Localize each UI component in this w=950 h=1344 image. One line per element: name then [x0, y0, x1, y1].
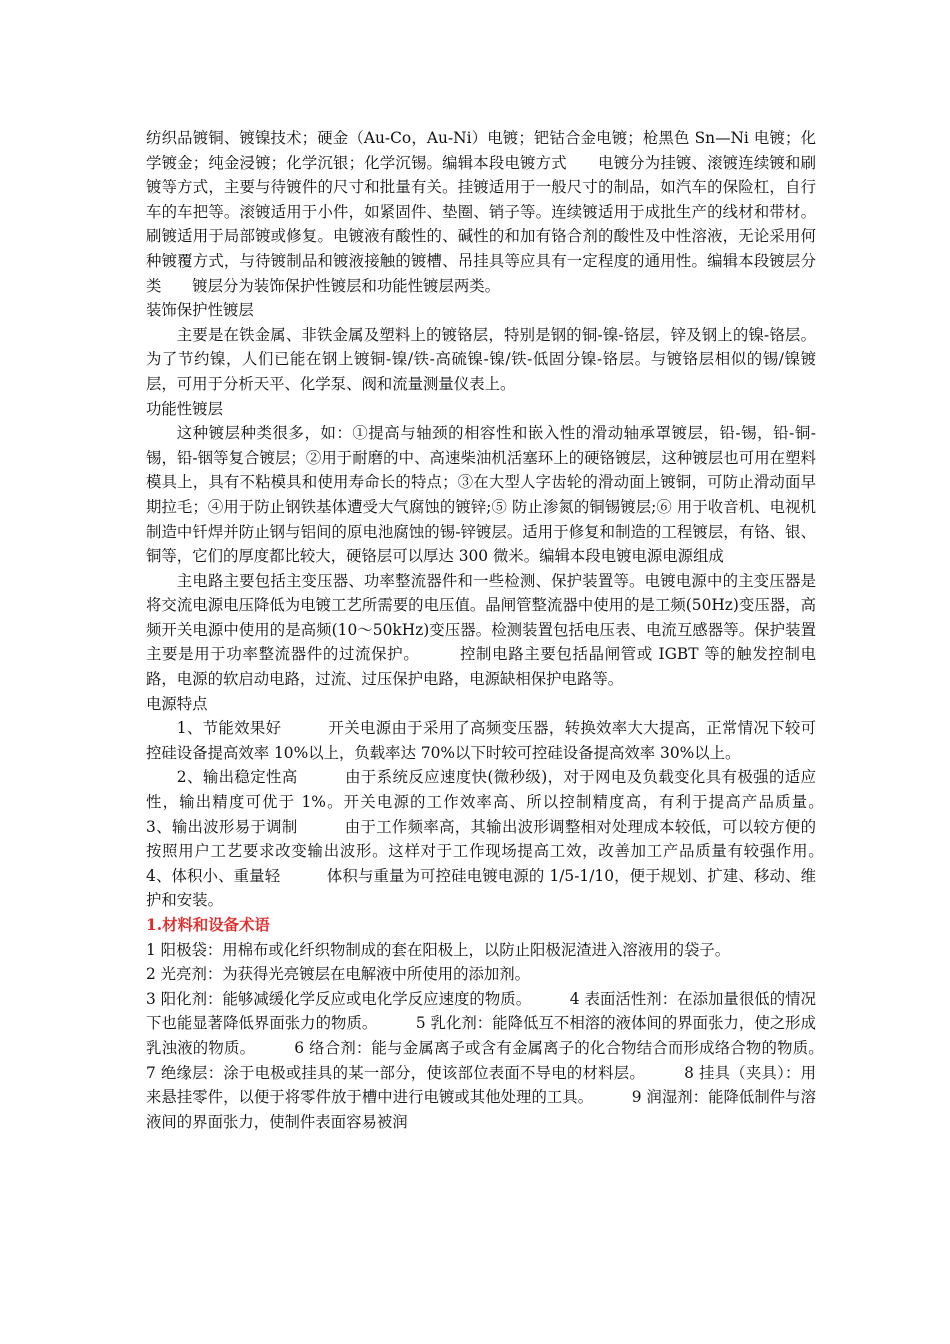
document-body — [146, 126, 863, 1134]
functional-coating-paragraph: 这种镀层种类很多，如：①提高与轴颈的相容性和嵌入性的滑动轴承罩镀层，铅-锡，铅-铜-锡，铅-铟等复合镀层；②用于耐磨的中、高速柴油机活塞环上的硬铬镀层，这种镀层也可用在塑料模具上，具有不粘模具和使用寿命长的特点；③在大型人字齿轮的滑动面上镀铜，可防止滑动面早期拉毛；④用于防止钢铁基体遭受大气腐蚀的镀锌;⑤ 防止渗氮的铜锡镀层;⑥ 用于收音机、电视机制造中钎焊并防止钢与铝间的原电池腐蚀的锡-锌镀层。适用于修复和制造的工程镀层，有铬、银、铜等，它们的厚度都比较大，硬铬层可以厚达 300 微米。编辑本段电镀电源电源组成 — [146, 424, 816, 566]
power-supply-paragraph: 主电路主要包括主变压器、功率整流器件和一些检测、保护装置等。电镀电源中的主变压器是将交流电源电压降低为电镀工艺所需要的电压值。晶闸管整流器中使用的是工频(50Hz)变压器，高频开关电源中使用的是高频(10～50kHz)变压器。检测装置包括电压表、电流互感器等。保护装置主要是用于功率整流器件的过流保护。 控制电路主要包括晶闸管或 IGBT 等的触发控制电路，电源的软启动电路，过流、过压保护电路，电源缺相保护电路等。 — [146, 571, 816, 689]
feature-2-paragraph: 2、输出稳定性高 由于系统反应速度快(微秒级)，对于网电及负载变化具有极强的适应性，输出精度可优于 1%。开关电源的工作效率高、所以控制精度高，有利于提高产品质量。 3、输出波形易于调制 由于工作频率高，其输出波形调整相对处理成本较低，可以较方便的按照用户工艺要求改变输出波形。这样对于工作现场提高工效，改善加工产品质量有较强作用。 4、体积小、重量轻 体积与重量为可控硅电镀电源的 1/5-1/10，便于规划、扩建、移动、维护和安装。 — [146, 768, 863, 910]
intro-paragraph: 纺织品镀铜、镀镍技术；硬金（Au-Co，Au-Ni）电镀；钯钴合金电镀；枪黑色 Sn—Ni 电镀；化学镀金；纯金浸镀；化学沉银；化学沉锡。编辑本段电镀方式 电镀分为挂镀、滚镀连续镀和刷镀等方式，主要与待镀件的尺寸和批量有关。挂镀适用于一般尺寸的制品，如汽车的保险杠，自行车的车把等。滚镀适用于小件，如紧固件、垫圈、销子等。连续镀适用于成批生产的线材和带材。刷镀适用于局部镀或修复。电镀液有酸性的、碱性的和加有铬合剂的酸性及中性溶液，无论采用何种镀覆方式，与待镀制品和镀液接触的镀槽、吊挂具等应具有一定程度的通用性。编辑本段镀层分类 镀层分为装饰保护性镀层和功能性镀层两类。 — [146, 129, 816, 295]
term-3-onwards: 3 阳化剂：能够减缓化学反应或电化学反应速度的物质。 4 表面活性剂：在添加量很低的情况下也能显著降低界面张力的物质。 5 乳化剂：能降低互不相溶的液体间的界面张力，使之形成乳浊液的物质。 6 络合剂：能与金属离子或含有金属离子的化合物结合而形成络合物的物质。 7 绝缘层：涂于电极或挂具的某一部分，使该部位表面不导电的材料层。 8 挂具（夹具）：用来悬挂零件，以便于将零件放于槽中进行电镀或其他处理的工具。 9 润湿剂：能降低制件与溶液间的界面张力，使制件表面容易被润 — [146, 989, 863, 1131]
term-2: 2 光亮剂：为获得光亮镀层在电解液中所使用的添加剂。 — [146, 965, 531, 984]
terms-section-heading: 1.材料和设备术语 — [146, 916, 270, 934]
power-features-heading: 电源特点 — [146, 694, 208, 713]
term-1: 1 阳极袋：用棉布或化纤织物制成的套在阳极上，以防止阳极泥渣进入溶液用的袋子。 — [146, 940, 731, 959]
decorative-coating-heading: 装饰保护性镀层 — [146, 301, 254, 320]
feature-1-paragraph: 1、节能效果好 开关电源由于采用了高频变压器，转换效率大大提高，正常情况下较可控硅设备提高效率 10%以上，负载率达 70%以下时较可控硅设备提高效率 30%以上。 — [146, 719, 816, 762]
decorative-coating-paragraph: 主要是在铁金属、非铁金属及塑料上的镀铬层，特别是钢的铜-镍-铬层，锌及钢上的镍-铬层。为了节约镍，人们已能在钢上镀铜-镍/铁-高硫镍-镍/铁-低固分镍-铬层。与镀铬层相似的锡/镍镀层，可用于分析天平、化学泵、阀和流量测量仪表上。 — [146, 325, 816, 393]
functional-coating-heading: 功能性镀层 — [146, 399, 223, 418]
